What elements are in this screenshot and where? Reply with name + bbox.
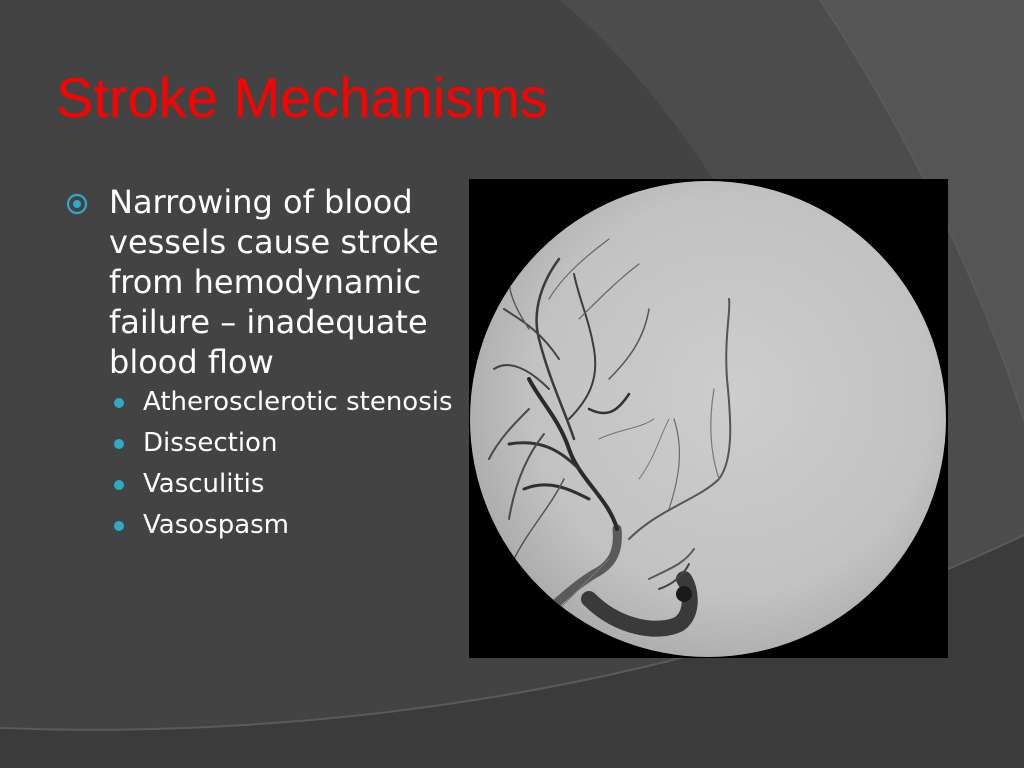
dot-bullet-icon	[114, 521, 124, 531]
dot-bullet-icon	[114, 439, 124, 449]
sub-bullet-text: Vasculitis	[143, 469, 265, 499]
sub-bullet-list	[66, 386, 456, 542]
sub-bullet-item	[114, 427, 456, 460]
dot-bullet-icon	[114, 398, 124, 408]
target-bullet-icon	[66, 193, 88, 215]
sub-bullet-item	[114, 386, 456, 419]
slide-title: Stroke Mechanisms	[56, 66, 548, 129]
main-bullet-text: Narrowing of blood vessels cause stroke from hemodynamic failure – inadequate blood flow	[109, 183, 439, 381]
sub-bullet-item	[114, 509, 456, 542]
sub-bullet-text: Dissection	[143, 428, 278, 458]
sub-bullet-text: Vasospasm	[143, 510, 290, 540]
bullet-content	[66, 182, 456, 550]
dot-bullet-icon	[114, 480, 124, 490]
sub-bullet-text: Atherosclerotic stenosis	[143, 387, 453, 417]
main-bullet	[66, 182, 456, 382]
cerebral-angiogram-image	[469, 179, 948, 658]
sub-bullet-item	[114, 468, 456, 501]
